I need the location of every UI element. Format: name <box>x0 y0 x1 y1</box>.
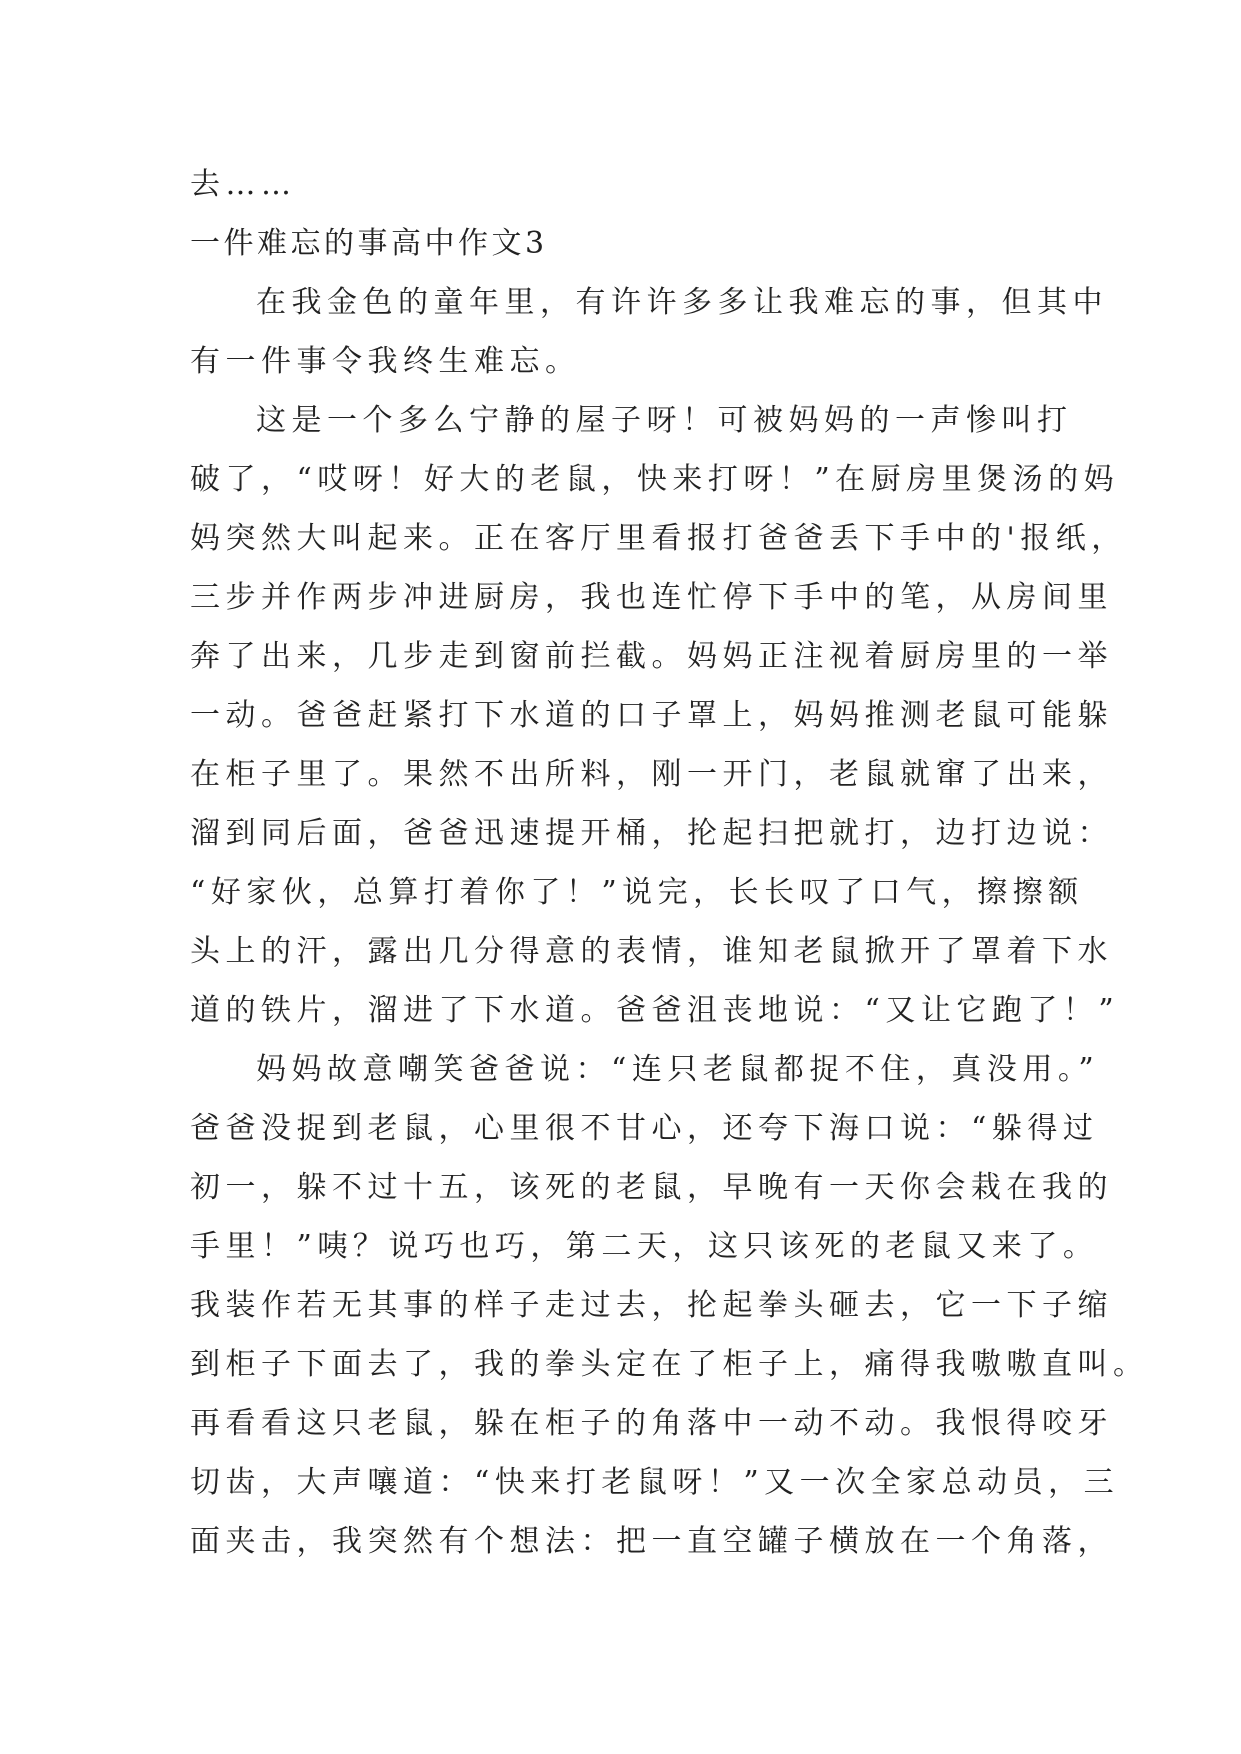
essay-body <box>190 155 1149 1571</box>
paragraph-line: 初一，躲不过十五，该死的老鼠，早晚有一天你会栽在我的 <box>190 1170 1113 1205</box>
paragraph-line: “好家伙，总算打着你了！”说完，长长叹了口气，擦擦额 <box>190 875 1084 910</box>
paragraph-1 <box>190 273 1108 391</box>
paragraph-line: 妈妈故意嘲笑爸爸说：“连只老鼠都捉不住，真没用。” <box>256 1052 1100 1087</box>
paragraph-line: 在柜子里了。果然不出所料，刚一开门，老鼠就窜了出来， <box>190 757 1113 792</box>
essay-heading: 一件难忘的事高中作文3 <box>190 226 548 261</box>
paragraph-line: 再看看这只老鼠，躲在柜子的角落中一动不动。我恨得咬牙 <box>190 1406 1113 1441</box>
paragraph-line: 妈突然大叫起来。正在客厅里看报打爸爸丢下手中的'报纸， <box>190 521 1127 556</box>
paragraph-line: 三步并作两步冲进厨房，我也连忙停下手中的笔，从房间里 <box>190 580 1113 615</box>
paragraph-line: 到柜子下面去了，我的拳头定在了柜子上，痛得我嗷嗷直叫。 <box>190 1347 1149 1382</box>
paragraph-line: 面夹击，我突然有个想法：把一直空罐子横放在一个角落， <box>190 1524 1113 1559</box>
paragraph-line: 有一件事令我终生难忘。 <box>190 344 581 379</box>
paragraph-line: 头上的汗，露出几分得意的表情，谁知老鼠掀开了罩着下水 <box>190 934 1113 969</box>
paragraph-line: 在我金色的童年里，有许许多多让我难忘的事，但其中 <box>256 285 1108 320</box>
paragraph-line: 爸爸没捉到老鼠，心里很不甘心，还夸下海口说：“躲得过 <box>190 1111 1099 1146</box>
paragraph-line: 切齿，大声嚷道：“快来打老鼠呀！”又一次全家总动员，三 <box>190 1465 1120 1500</box>
paragraph-line: 道的铁片，溜进了下水道。爸爸沮丧地说：“又让它跑了！” <box>190 993 1120 1028</box>
paragraph-line: 这是一个多么宁静的屋子呀！可被妈妈的一声惨叫打 <box>256 403 1073 438</box>
paragraph-line: 溜到同后面，爸爸迅速提开桶，抡起扫把就打，边打边说： <box>190 816 1113 851</box>
paragraph-line: 我装作若无其事的样子走过去，抡起拳头砸去，它一下子缩 <box>190 1288 1113 1323</box>
paragraph-3 <box>190 1040 1149 1571</box>
paragraph-line: 手里！”咦？说巧也巧，第二天，这只该死的老鼠又来了。 <box>190 1229 1099 1264</box>
paragraph-line: 一动。爸爸赶紧打下水道的口子罩上，妈妈推测老鼠可能躲 <box>190 698 1113 733</box>
paragraph-line: 破了，“哎呀！好大的老鼠，快来打呀！”在厨房里煲汤的妈 <box>190 462 1120 497</box>
continuation-text: 去…… <box>190 167 297 202</box>
paragraph-line: 奔了出来，几步走到窗前拦截。妈妈正注视着厨房里的一举 <box>190 639 1113 674</box>
paragraph-2 <box>190 391 1127 1040</box>
